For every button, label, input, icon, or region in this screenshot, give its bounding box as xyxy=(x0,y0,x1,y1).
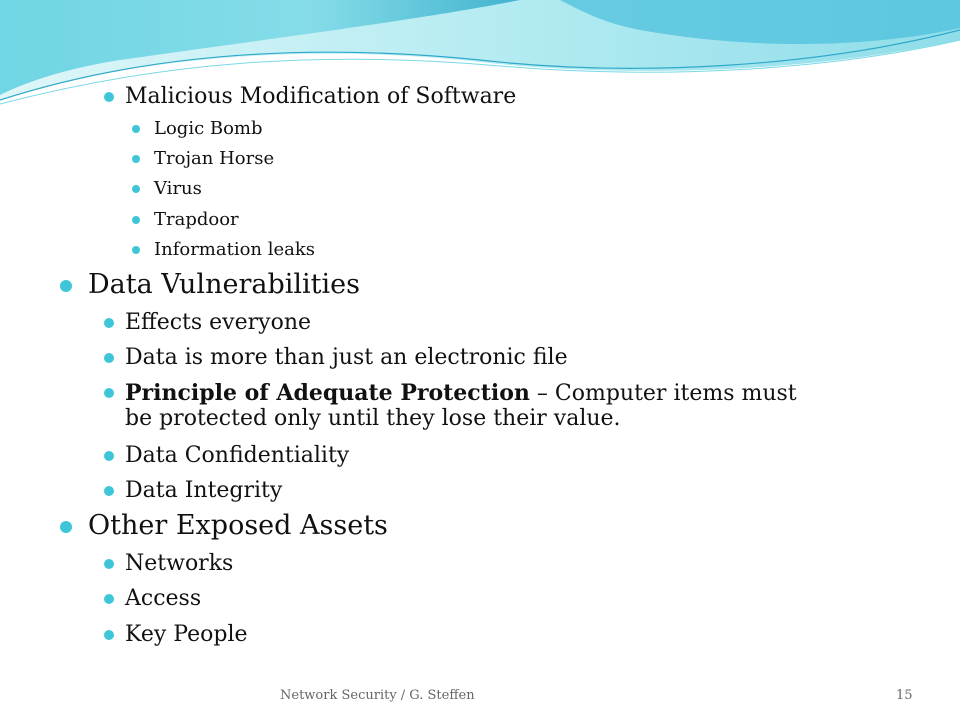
principle-rest-text: – Computer items must xyxy=(529,381,797,406)
bullet-icon xyxy=(132,246,140,254)
item-text: Effects everyone xyxy=(125,310,312,335)
bullet-icon xyxy=(132,125,140,133)
bullet-icon xyxy=(132,185,140,193)
item-text: Key People xyxy=(125,622,248,647)
bullet-icon xyxy=(104,318,114,328)
bullet-icon xyxy=(60,280,72,292)
item-text: Data is more than just an electronic file xyxy=(125,345,568,370)
bullet-icon xyxy=(104,630,114,640)
item-text: Trojan Horse xyxy=(154,148,275,169)
bullet-icon xyxy=(104,388,114,398)
item-text: Trapdoor xyxy=(154,209,239,230)
item-text xyxy=(125,380,797,406)
footer-author: Network Security / G. Steffen xyxy=(280,688,475,703)
page-number: 15 xyxy=(896,688,913,703)
principle-bold-text: Principle of Adequate Protection xyxy=(125,380,530,406)
heading-text: Data Vulnerabilities xyxy=(88,269,360,300)
bullet-icon xyxy=(104,486,114,496)
bullet-icon xyxy=(104,92,114,102)
item-text: Networks xyxy=(125,551,234,576)
item-text: Data Confidentiality xyxy=(125,443,350,468)
bullet-icon xyxy=(104,451,114,461)
heading-text: Other Exposed Assets xyxy=(88,510,388,541)
item-text: Information leaks xyxy=(154,239,316,260)
item-text: Logic Bomb xyxy=(154,118,263,139)
bullet-icon xyxy=(60,521,72,533)
item-text: Data Integrity xyxy=(125,478,283,503)
item-text: Virus xyxy=(154,178,202,199)
bullet-icon xyxy=(132,155,140,163)
item-text: Malicious Modification of Software xyxy=(125,84,517,109)
item-text: Access xyxy=(125,586,202,611)
bullet-icon xyxy=(132,216,140,224)
bullet-icon xyxy=(104,559,114,569)
principle-continuation-text: be protected only until they lose their value. xyxy=(125,406,621,431)
bullet-icon xyxy=(104,594,114,604)
bullet-icon xyxy=(104,353,114,363)
